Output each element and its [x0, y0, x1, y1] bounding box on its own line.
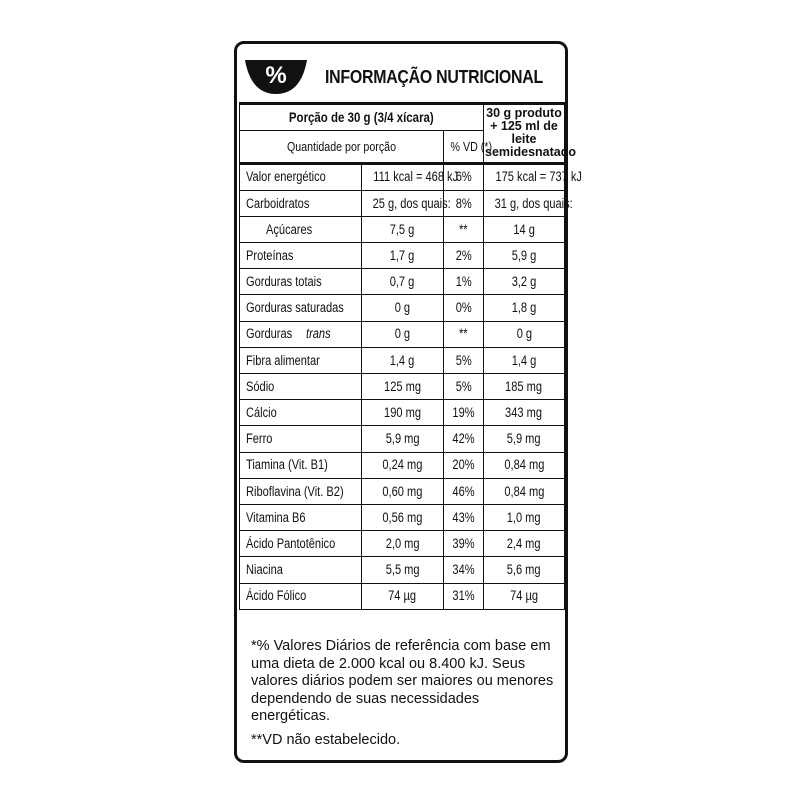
nutrient-row: [240, 163, 565, 190]
nutrient-with-milk: 185 mg: [484, 374, 565, 400]
nutrient-row: [240, 452, 565, 478]
quantity-header: Quantidade por porção: [240, 130, 444, 163]
nutrition-facts-label: [234, 41, 582, 763]
nutrient-quantity: 7,5 g: [362, 216, 444, 242]
nutrient-name: Cálcio: [240, 400, 362, 426]
nutrient-daily-value: **: [444, 216, 484, 242]
nutrient-quantity: 125 mg: [362, 374, 444, 400]
nutrient-quantity: 0,56 mg: [362, 504, 444, 530]
nutrient-daily-value: 6%: [444, 163, 484, 190]
nutrient-daily-value: 46%: [444, 478, 484, 504]
nutrient-with-milk: 14 g: [484, 216, 565, 242]
portion-header-row: [240, 104, 565, 131]
nutrient-row: [240, 321, 565, 347]
nutrient-with-milk: 1,8 g: [484, 295, 565, 321]
nutrient-name: Valor energético: [240, 163, 362, 190]
nutrient-name: Sódio: [240, 374, 362, 400]
nutrient-with-milk: 74 µg: [484, 583, 565, 609]
nutrient-name: Ácido Pantotênico: [240, 531, 362, 557]
nutrient-quantity: 0,7 g: [362, 269, 444, 295]
nutrient-row: [240, 557, 565, 583]
nutrient-daily-value: 5%: [444, 347, 484, 373]
nutrient-quantity: 0 g: [362, 295, 444, 321]
nutrient-name: Proteínas: [240, 243, 362, 269]
nutrient-name: Ferro: [240, 426, 362, 452]
nutrient-quantity: 2,0 mg: [362, 531, 444, 557]
nutrient-with-milk: 0,84 mg: [484, 452, 565, 478]
nutrient-with-milk: 5,9 g: [484, 243, 565, 269]
nutrient-row: [240, 478, 565, 504]
nutrient-quantity: 5,5 mg: [362, 557, 444, 583]
nutrient-quantity: 1,4 g: [362, 347, 444, 373]
nutrient-daily-value: 8%: [444, 190, 484, 216]
vd-header: % VD (*): [444, 130, 484, 163]
footnote-daily-values: *% Valores Diários de referência com base em uma dieta de 2.000 kcal ou 8.400 kJ. Seus valores diários podem ser maiores ou menores dependendo de suas necessidades energéticas.: [251, 638, 554, 724]
nutrient-with-milk: 1,0 mg: [484, 504, 565, 530]
nutrient-daily-value: 43%: [444, 504, 484, 530]
footnotes: [251, 638, 556, 749]
nutrient-name: Gorduras trans: [240, 321, 362, 347]
nutrient-name: Vitamina B6: [240, 504, 362, 530]
nutrient-name: Gorduras saturadas: [240, 295, 362, 321]
nutrient-quantity: 74 µg: [362, 583, 444, 609]
milk-column-header: 30 g produto + 125 ml de leite semidesnatado: [484, 104, 565, 164]
nutrient-daily-value: 31%: [444, 583, 484, 609]
nutrient-row: [240, 583, 565, 609]
nutrient-with-milk: 5,6 mg: [484, 557, 565, 583]
nutrient-quantity: 0 g: [362, 321, 444, 347]
nutrient-with-milk: 31 g, dos quais:: [484, 190, 565, 216]
nutrient-quantity: 190 mg: [362, 400, 444, 426]
nutrient-with-milk: 1,4 g: [484, 347, 565, 373]
nutrient-name: Carboidratos: [240, 190, 362, 216]
nutrient-quantity: 111 kcal = 468 kJ: [362, 163, 444, 190]
nutrient-row: [240, 269, 565, 295]
nutrient-quantity: 5,9 mg: [362, 426, 444, 452]
nutrient-row: [240, 426, 565, 452]
nutrient-with-milk: 175 kcal = 737 kJ: [484, 163, 565, 190]
label-header: [237, 44, 565, 110]
nutrient-row: [240, 216, 565, 242]
nutrient-quantity: 25 g, dos quais:: [362, 190, 444, 216]
nutrient-row: [240, 295, 565, 321]
nutrient-daily-value: 19%: [444, 400, 484, 426]
nutrient-name: Fibra alimentar: [240, 347, 362, 373]
nutrient-row: [240, 504, 565, 530]
nutrient-row: [240, 531, 565, 557]
nutrient-daily-value: 20%: [444, 452, 484, 478]
nutrient-daily-value: 2%: [444, 243, 484, 269]
nutrient-with-milk: 2,4 mg: [484, 531, 565, 557]
nutrient-name: Riboflavina (Vit. B2): [240, 478, 362, 504]
nutrient-daily-value: 34%: [444, 557, 484, 583]
nutrient-daily-value: 42%: [444, 426, 484, 452]
nutrient-with-milk: 0 g: [484, 321, 565, 347]
nutrient-with-milk: 0,84 mg: [484, 478, 565, 504]
nutrient-daily-value: 1%: [444, 269, 484, 295]
nutrient-daily-value: 0%: [444, 295, 484, 321]
percent-bowl-icon: [243, 56, 309, 96]
nutrient-with-milk: 343 mg: [484, 400, 565, 426]
nutrient-row: [240, 374, 565, 400]
nutrient-row: [240, 347, 565, 373]
nutrient-name: Gorduras totais: [240, 269, 362, 295]
nutrient-quantity: 0,24 mg: [362, 452, 444, 478]
nutrition-table: [239, 102, 582, 610]
portion-label: Porção de 30 g (3/4 xícara): [240, 104, 484, 131]
nutrient-name: Tiamina (Vit. B1): [240, 452, 362, 478]
nutrient-row: [240, 243, 565, 269]
nutrient-with-milk: 5,9 mg: [484, 426, 565, 452]
nutrient-row: [240, 400, 565, 426]
nutrient-daily-value: **: [444, 321, 484, 347]
nutrient-name: Ácido Fólico: [240, 583, 362, 609]
nutrient-name: Açúcares: [240, 216, 362, 242]
svg-text:%: %: [265, 62, 287, 89]
nutrient-daily-value: 5%: [444, 374, 484, 400]
nutrient-daily-value: 39%: [444, 531, 484, 557]
footnote-vd-not-established: **VD não estabelecido.: [251, 731, 401, 748]
nutrient-with-milk: 3,2 g: [484, 269, 565, 295]
label-title: INFORMAÇÃO NUTRICIONAL: [325, 66, 543, 87]
nutrient-row: [240, 190, 565, 216]
nutrient-name-italic: trans: [306, 326, 331, 342]
nutrient-quantity: 1,7 g: [362, 243, 444, 269]
nutrient-name: Niacina: [240, 557, 362, 583]
nutrient-quantity: 0,60 mg: [362, 478, 444, 504]
